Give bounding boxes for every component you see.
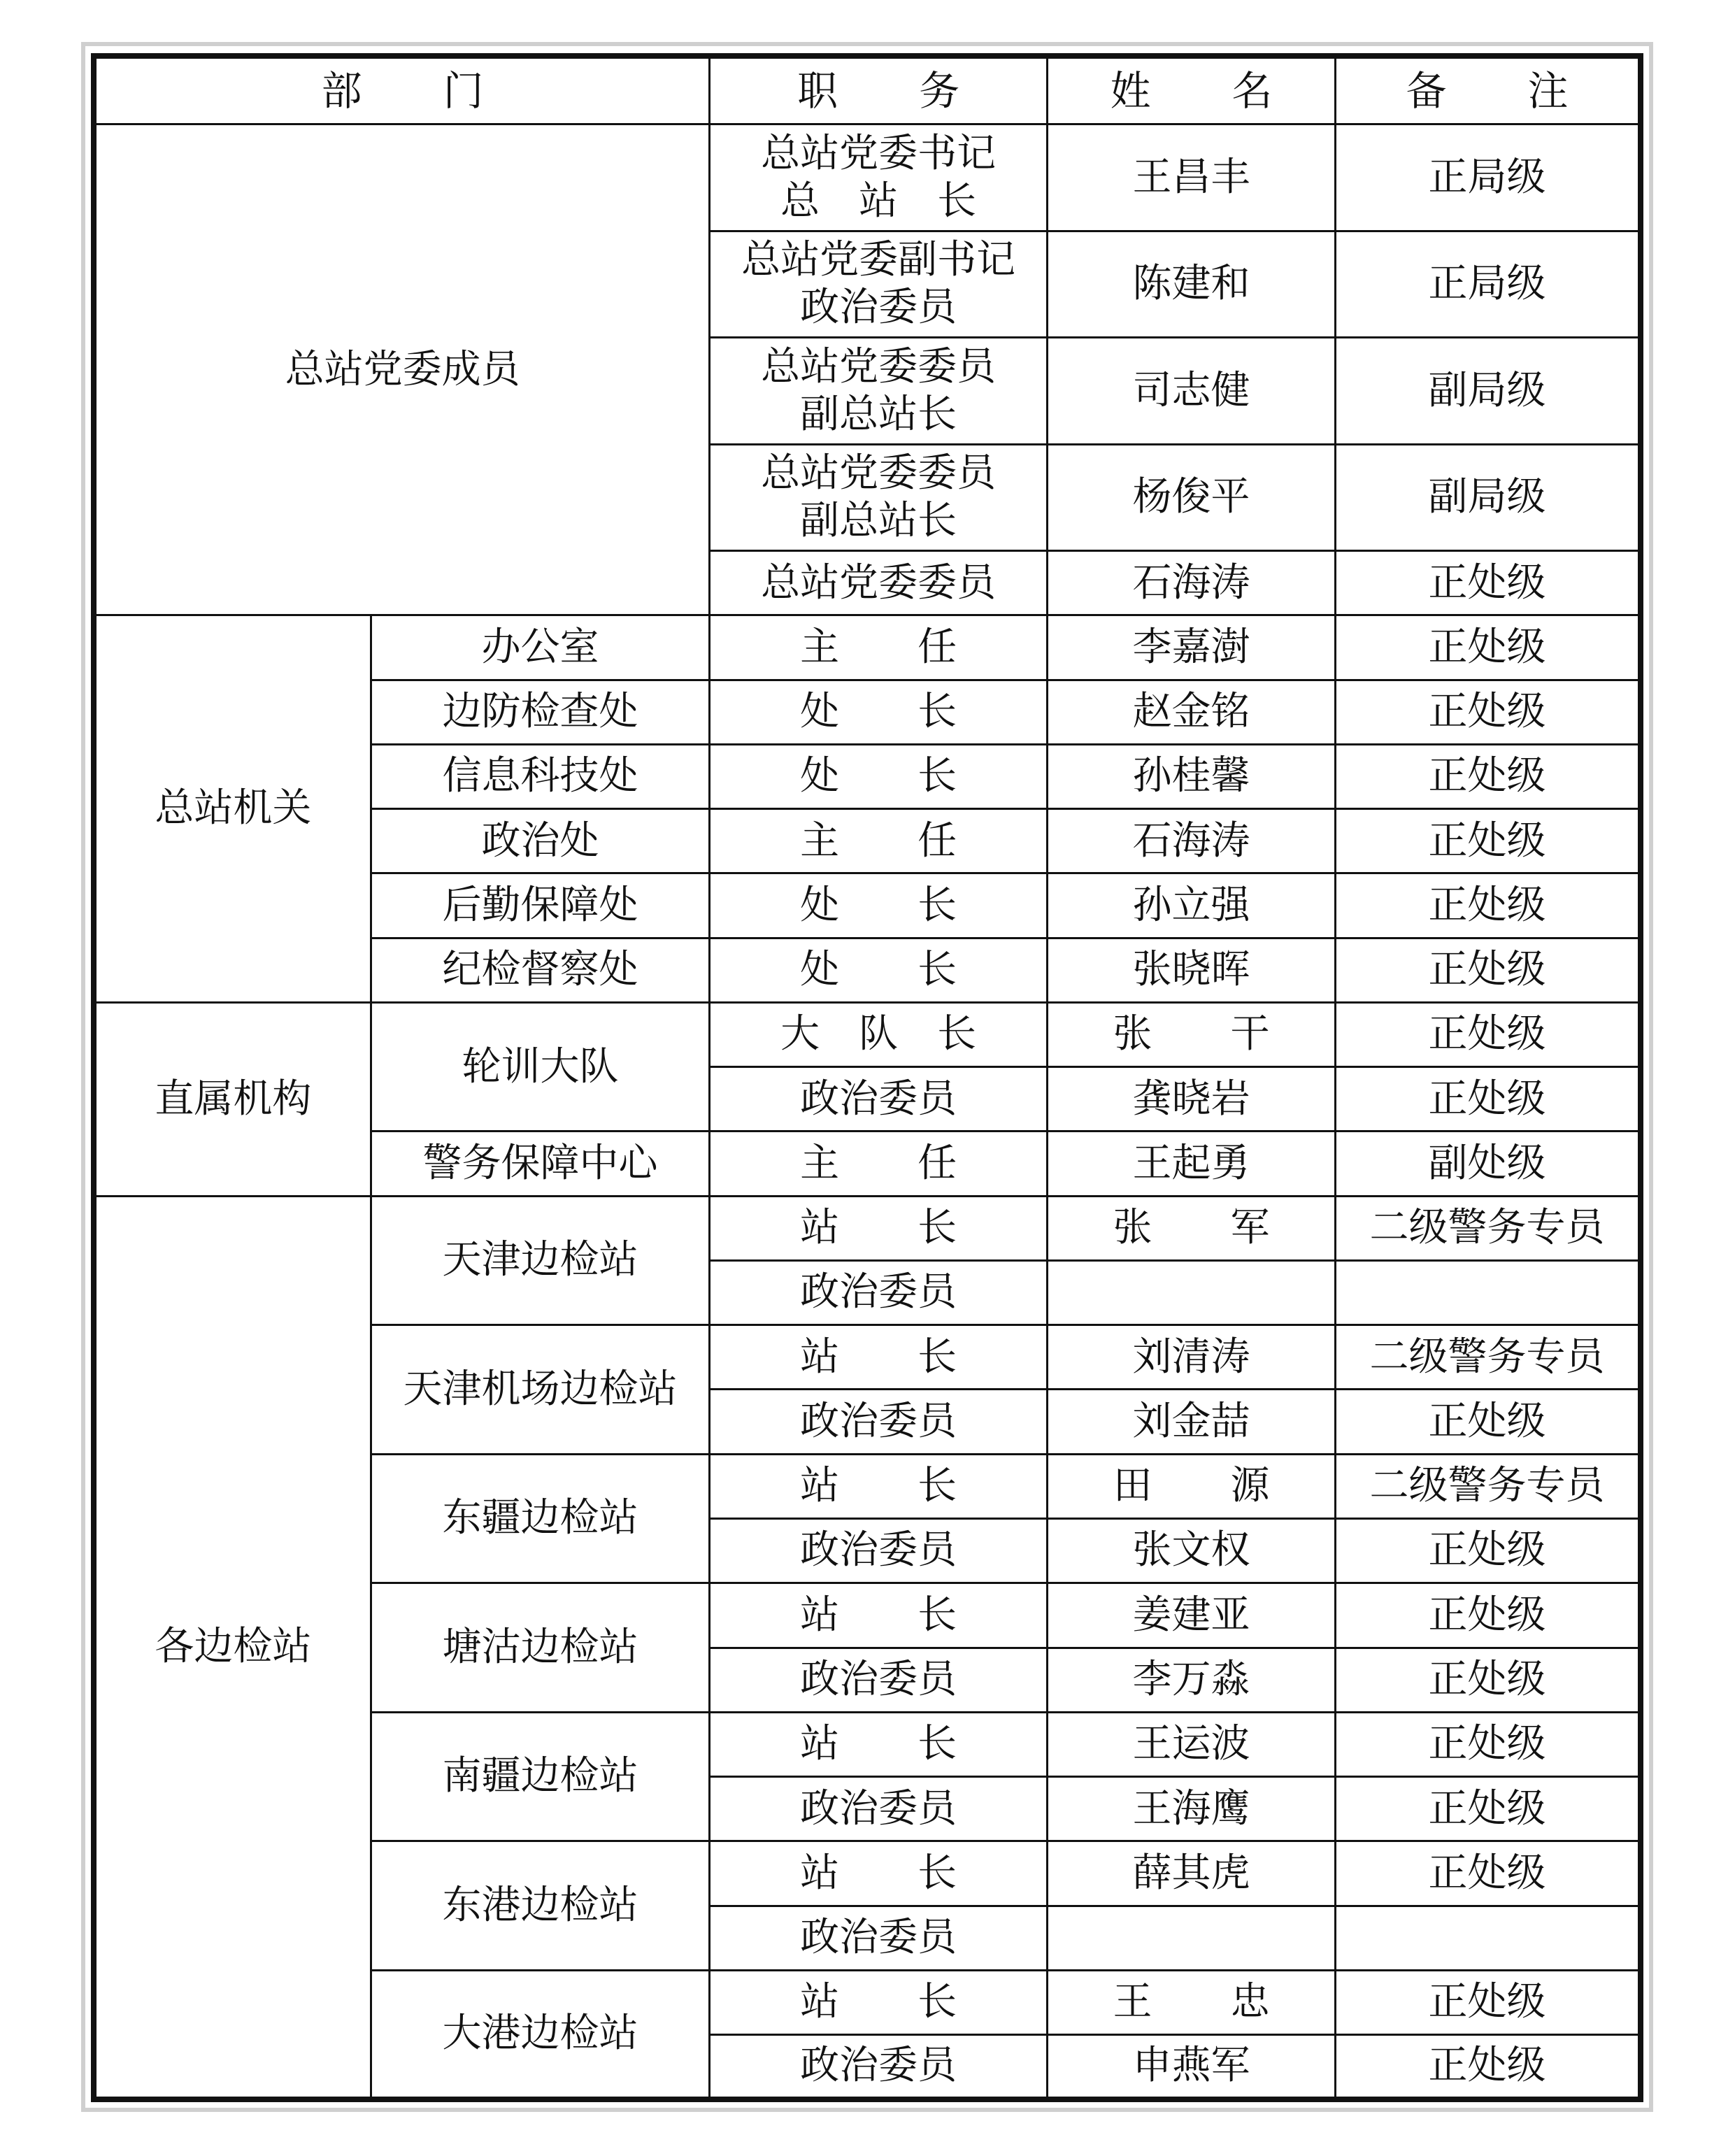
- remark-cell: 正处级: [1336, 1841, 1641, 1906]
- position-cell: 政治委员: [710, 1906, 1048, 1970]
- position-cell: 政治委员: [710, 2035, 1048, 2099]
- name-cell: 李万淼: [1047, 1648, 1335, 1712]
- remark-cell: [1336, 1260, 1641, 1325]
- remark-cell: 正处级: [1336, 938, 1641, 1002]
- name-cell: 孙桂馨: [1047, 744, 1335, 808]
- unit-cell: 东港边检站: [371, 1841, 710, 1971]
- name-cell: 刘清涛: [1047, 1325, 1335, 1390]
- name-cell: 王起勇: [1047, 1131, 1335, 1196]
- name-cell: 姜建亚: [1047, 1583, 1335, 1648]
- position-cell: 总站党委委员 副总站长: [710, 444, 1048, 550]
- remark-cell: 二级警务专员: [1336, 1196, 1641, 1260]
- dept-cell-organs: 总站机关: [94, 615, 371, 1003]
- remark-cell: 正处级: [1336, 1390, 1641, 1454]
- remark-cell: 正处级: [1336, 1970, 1641, 2034]
- position-cell: 大 队 长: [710, 1002, 1048, 1066]
- remark-cell: 正处级: [1336, 680, 1641, 744]
- unit-cell: 边防检查处: [371, 680, 710, 744]
- unit-cell: 塘沽边检站: [371, 1583, 710, 1713]
- name-cell: 李嘉澍: [1047, 615, 1335, 680]
- position-cell: 站 长: [710, 1841, 1048, 1906]
- position-cell: 站 长: [710, 1712, 1048, 1776]
- dept-cell-committee: 总站党委成员: [94, 124, 710, 615]
- name-cell: [1047, 1906, 1335, 1970]
- unit-cell: 东疆边检站: [371, 1454, 710, 1583]
- name-cell: 张文权: [1047, 1519, 1335, 1583]
- header-remark: 备 注: [1336, 56, 1641, 124]
- position-cell: 政治委员: [710, 1067, 1048, 1131]
- remark-cell: 正处级: [1336, 873, 1641, 938]
- unit-cell: 南疆边检站: [371, 1712, 710, 1841]
- name-cell: 赵金铭: [1047, 680, 1335, 744]
- position-cell: 处 长: [710, 938, 1048, 1002]
- position-cell: 处 长: [710, 744, 1048, 808]
- position-cell: 站 长: [710, 1196, 1048, 1260]
- header-row: [94, 56, 1641, 124]
- position-cell: 政治委员: [710, 1260, 1048, 1325]
- name-cell: 田 源: [1047, 1454, 1335, 1518]
- name-cell: 石海涛: [1047, 551, 1335, 615]
- position-cell: 主 任: [710, 615, 1048, 680]
- remark-cell: 正处级: [1336, 1067, 1641, 1131]
- unit-cell: 纪检督察处: [371, 938, 710, 1002]
- unit-cell: 办公室: [371, 615, 710, 680]
- table-row: [94, 1002, 1641, 1066]
- position-cell: 总站党委委员 副总站长: [710, 338, 1048, 444]
- unit-cell: 天津边检站: [371, 1196, 710, 1325]
- position-cell: 站 长: [710, 1583, 1048, 1648]
- remark-cell: 正局级: [1336, 124, 1641, 231]
- remark-cell: 正处级: [1336, 615, 1641, 680]
- leadership-roster-table: [91, 53, 1643, 2102]
- remark-cell: 副处级: [1336, 1131, 1641, 1196]
- header-name: 姓 名: [1047, 56, 1335, 124]
- unit-cell: 警务保障中心: [371, 1131, 710, 1196]
- name-cell: [1047, 1260, 1335, 1325]
- remark-cell: 正处级: [1336, 1712, 1641, 1776]
- remark-cell: 正处级: [1336, 1002, 1641, 1066]
- name-cell: 薛其虎: [1047, 1841, 1335, 1906]
- remark-cell: 正处级: [1336, 2035, 1641, 2099]
- dept-cell-affiliated: 直属机构: [94, 1002, 371, 1196]
- header-position: 职 务: [710, 56, 1048, 124]
- position-cell: 政治委员: [710, 1777, 1048, 1841]
- position-cell: 主 任: [710, 1131, 1048, 1196]
- remark-cell: 正处级: [1336, 1777, 1641, 1841]
- name-cell: 司志健: [1047, 338, 1335, 444]
- position-cell: 总站党委副书记 政治委员: [710, 231, 1048, 337]
- remark-cell: 二级警务专员: [1336, 1325, 1641, 1390]
- name-cell: 王海鹰: [1047, 1777, 1335, 1841]
- position-cell: 政治委员: [710, 1519, 1048, 1583]
- dept-cell-stations: 各边检站: [94, 1196, 371, 2099]
- remark-cell: 副局级: [1336, 338, 1641, 444]
- remark-cell: 正处级: [1336, 1519, 1641, 1583]
- unit-cell: 后勤保障处: [371, 873, 710, 938]
- name-cell: 王运波: [1047, 1712, 1335, 1776]
- position-cell: 政治委员: [710, 1390, 1048, 1454]
- name-cell: 张 干: [1047, 1002, 1335, 1066]
- position-cell: 站 长: [710, 1325, 1048, 1390]
- remark-cell: 正局级: [1336, 231, 1641, 337]
- unit-cell: 信息科技处: [371, 744, 710, 808]
- remark-cell: 副局级: [1336, 444, 1641, 550]
- position-cell: 站 长: [710, 1454, 1048, 1518]
- unit-cell: 轮训大队: [371, 1002, 710, 1131]
- remark-cell: 正处级: [1336, 1648, 1641, 1712]
- remark-cell: 正处级: [1336, 1583, 1641, 1648]
- remark-cell: 二级警务专员: [1336, 1454, 1641, 1518]
- unit-cell: 政治处: [371, 809, 710, 873]
- remark-cell: 正处级: [1336, 744, 1641, 808]
- name-cell: 陈建和: [1047, 231, 1335, 337]
- table-row: [94, 1196, 1641, 1260]
- name-cell: 石海涛: [1047, 809, 1335, 873]
- table-row: [94, 124, 1641, 231]
- position-cell: 总站党委委员: [710, 551, 1048, 615]
- remark-cell: 正处级: [1336, 809, 1641, 873]
- position-cell: 处 长: [710, 873, 1048, 938]
- name-cell: 王 忠: [1047, 1970, 1335, 2034]
- unit-cell: 大港边检站: [371, 1970, 710, 2099]
- table-row: [94, 615, 1641, 680]
- name-cell: 张晓晖: [1047, 938, 1335, 1002]
- name-cell: 刘金喆: [1047, 1390, 1335, 1454]
- header-dept: 部 门: [94, 56, 710, 124]
- name-cell: 张 军: [1047, 1196, 1335, 1260]
- name-cell: 杨俊平: [1047, 444, 1335, 550]
- unit-cell: 天津机场边检站: [371, 1325, 710, 1455]
- remark-cell: [1336, 1906, 1641, 1970]
- position-cell: 主 任: [710, 809, 1048, 873]
- position-cell: 政治委员: [710, 1648, 1048, 1712]
- name-cell: 申燕军: [1047, 2035, 1335, 2099]
- name-cell: 孙立强: [1047, 873, 1335, 938]
- name-cell: 龚晓岩: [1047, 1067, 1335, 1131]
- position-cell: 总站党委书记 总 站 长: [710, 124, 1048, 231]
- position-cell: 处 长: [710, 680, 1048, 744]
- name-cell: 王昌丰: [1047, 124, 1335, 231]
- remark-cell: 正处级: [1336, 551, 1641, 615]
- position-cell: 站 长: [710, 1970, 1048, 2034]
